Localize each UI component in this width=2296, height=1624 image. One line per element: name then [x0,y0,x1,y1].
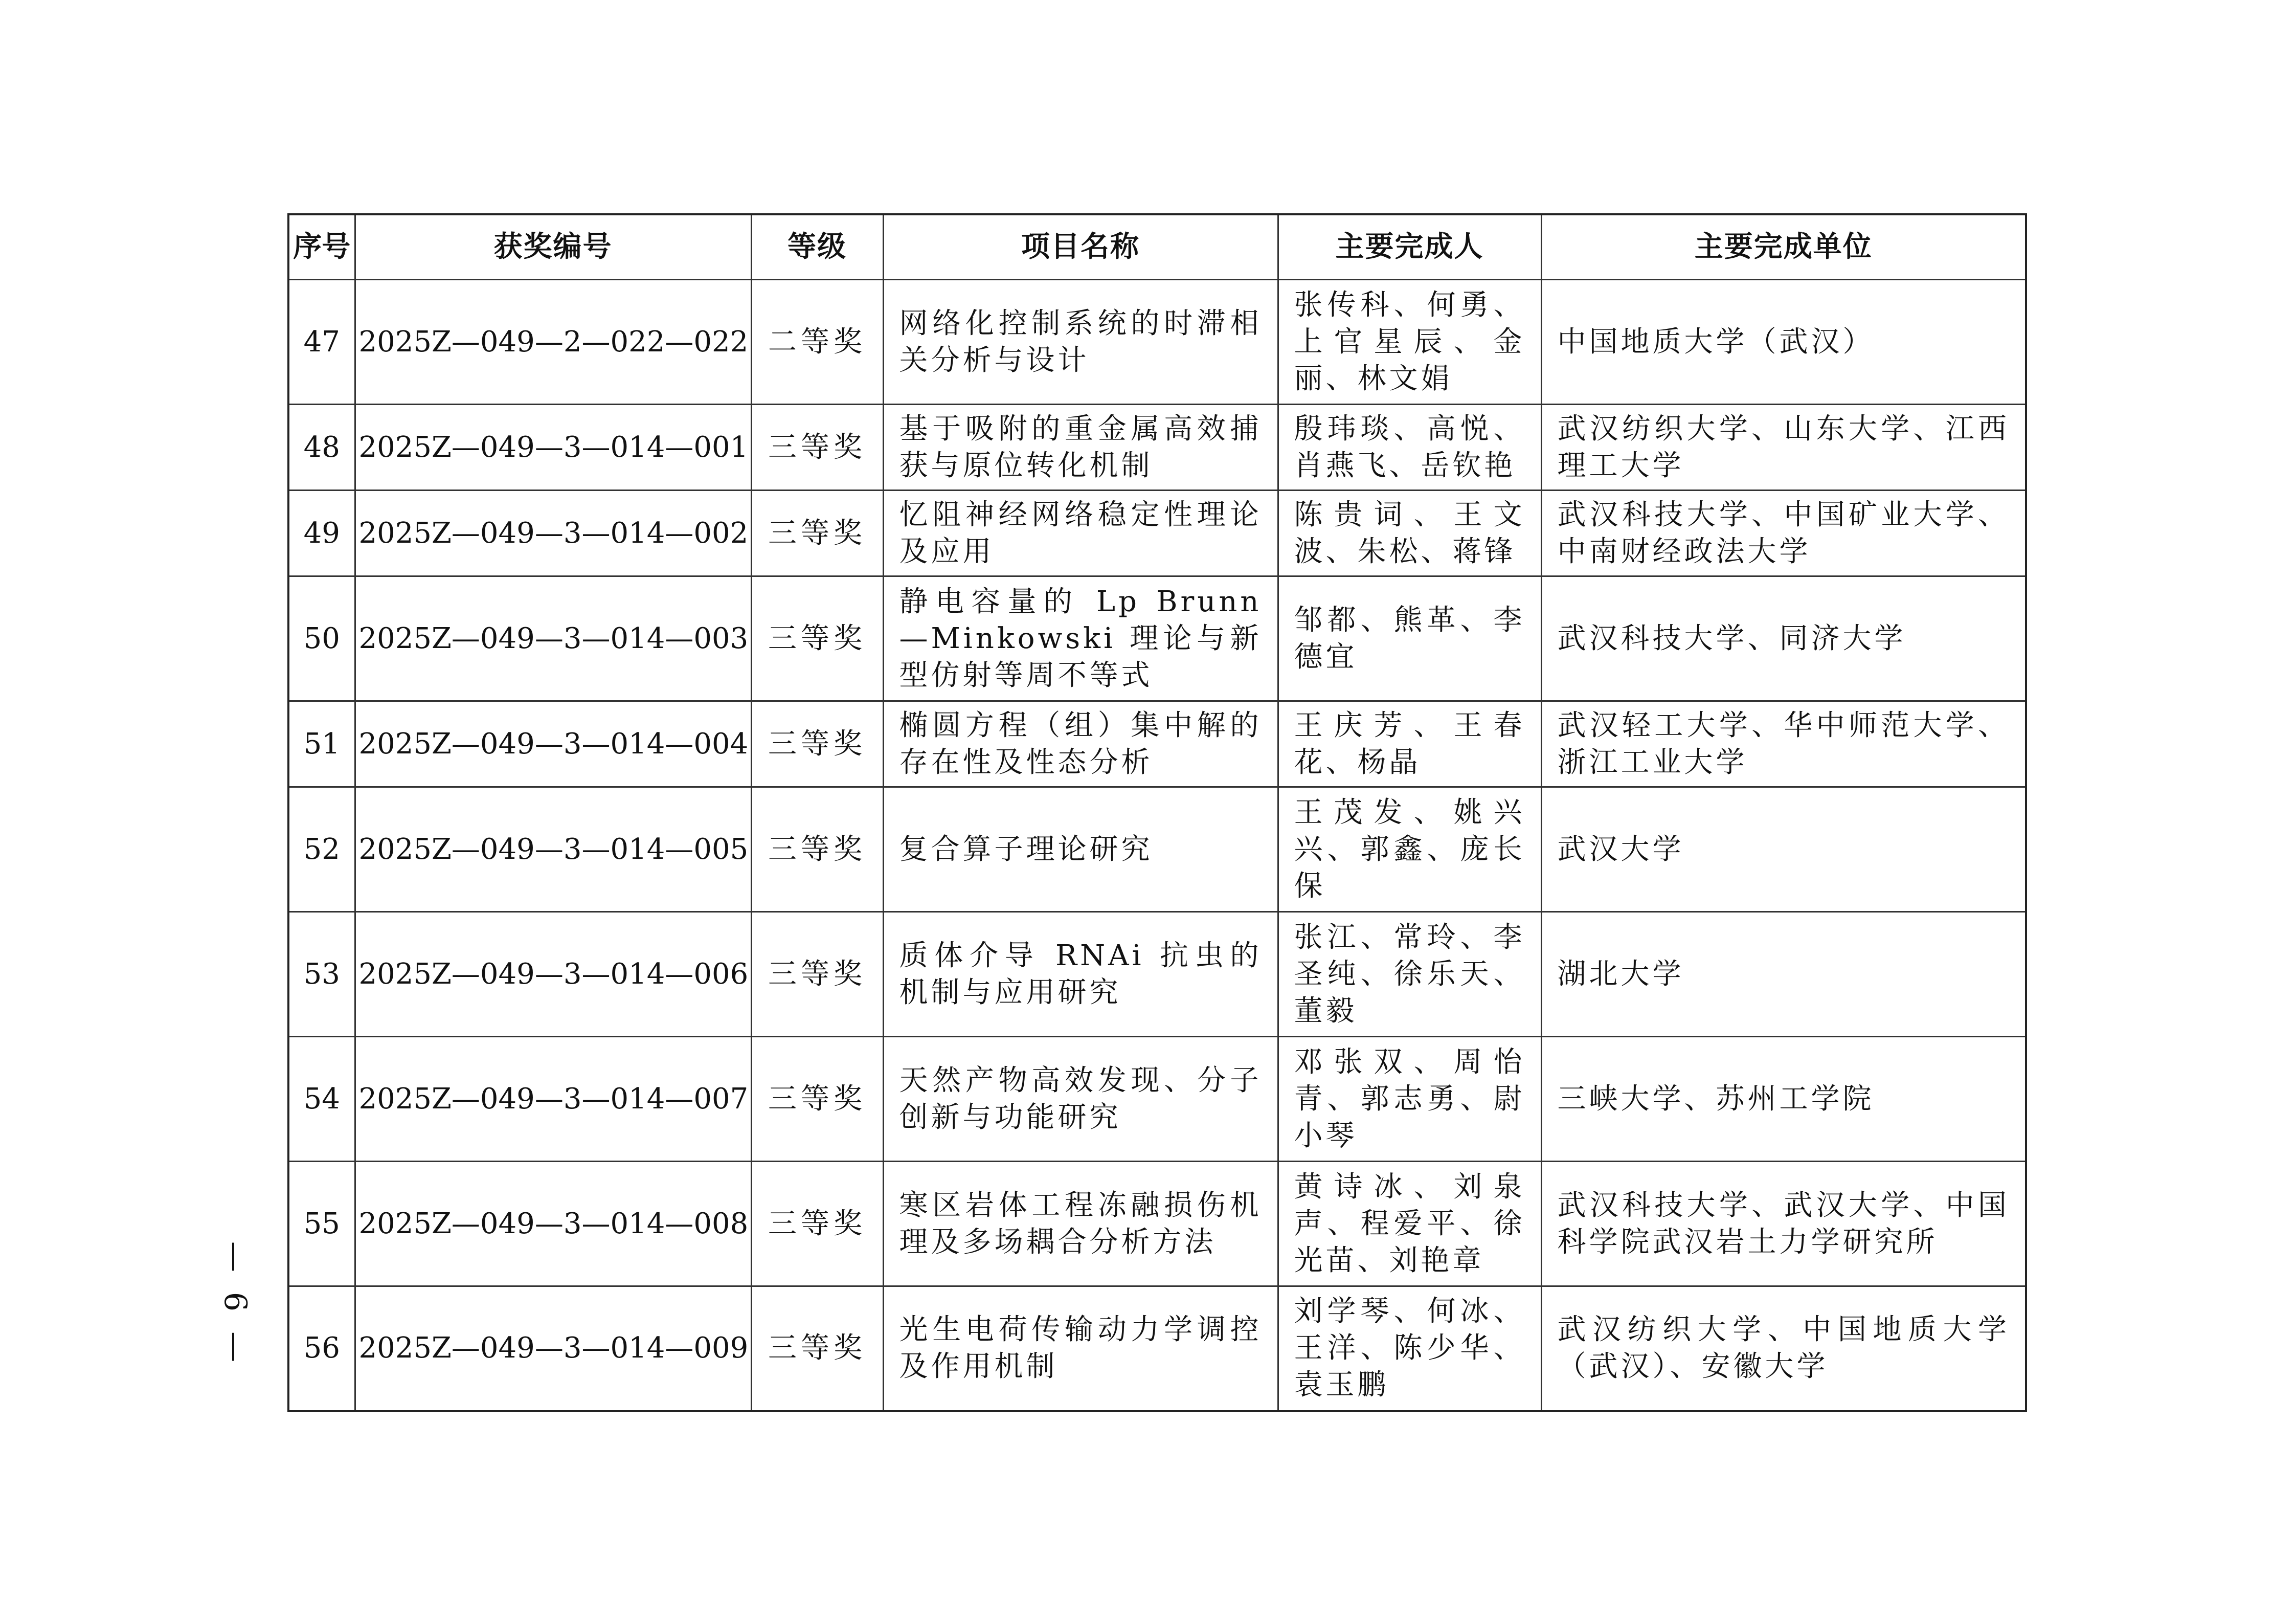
cell-level: 三等奖 [751,1162,883,1286]
cell-people: 张江、常玲、李圣纯、徐乐天、董毅 [1278,912,1541,1037]
cell-project: 静电容量的 Lp Brunn—Minkowski 理论与新型仿射等周不等式 [883,576,1278,701]
header-seq: 序号 [288,214,355,280]
page-number-text: — 6 — [217,1241,254,1368]
cell-project: 基于吸附的重金属高效捕获与原位转化机制 [883,405,1278,491]
cell-people: 陈贵词、王文波、朱松、蒋锋 [1278,491,1541,576]
cell-seq: 49 [288,491,355,576]
table-row [288,1162,2026,1286]
cell-level: 二等奖 [751,280,883,405]
cell-people: 张传科、何勇、上官星辰、金丽、林文娟 [1278,280,1541,405]
cell-code: 2025Z—049—3—014—004 [355,701,751,787]
cell-code: 2025Z—049—3—014—005 [355,787,751,912]
cell-unit: 武汉科技大学、同济大学 [1541,576,2026,701]
cell-people: 王茂发、姚兴兴、郭鑫、庞长保 [1278,787,1541,912]
cell-people: 王庆芳、王春花、杨晶 [1278,701,1541,787]
cell-project: 复合算子理论研究 [883,787,1278,912]
cell-unit: 中国地质大学（武汉） [1541,280,2026,405]
cell-seq: 52 [288,787,355,912]
table-row [288,1037,2026,1162]
table-row [288,1286,2026,1411]
cell-code: 2025Z—049—3—014—007 [355,1037,751,1162]
table-header [288,214,2026,280]
cell-code: 2025Z—049—3—014—003 [355,576,751,701]
cell-seq: 55 [288,1162,355,1286]
cell-seq: 54 [288,1037,355,1162]
cell-level: 三等奖 [751,1037,883,1162]
cell-unit: 湖北大学 [1541,912,2026,1037]
cell-level: 三等奖 [751,701,883,787]
cell-seq: 51 [288,701,355,787]
cell-code: 2025Z—049—3—014—001 [355,405,751,491]
header-project: 项目名称 [883,214,1278,280]
cell-people: 殷玮琰、高悦、肖燕飞、岳钦艳 [1278,405,1541,491]
cell-level: 三等奖 [751,787,883,912]
table-body [288,280,2026,1411]
cell-project: 光生电荷传输动力学调控及作用机制 [883,1286,1278,1411]
cell-project: 天然产物高效发现、分子创新与功能研究 [883,1037,1278,1162]
cell-seq: 56 [288,1286,355,1411]
cell-unit: 武汉科技大学、中国矿业大学、中南财经政法大学 [1541,491,2026,576]
cell-unit: 武汉轻工大学、华中师范大学、浙江工业大学 [1541,701,2026,787]
cell-unit: 武汉科技大学、武汉大学、中国科学院武汉岩土力学研究所 [1541,1162,2026,1286]
cell-unit: 武汉大学 [1541,787,2026,912]
cell-level: 三等奖 [751,576,883,701]
cell-code: 2025Z—049—2—022—022 [355,280,751,405]
table-row [288,280,2026,405]
header-code: 获奖编号 [355,214,751,280]
cell-seq: 53 [288,912,355,1037]
cell-project: 网络化控制系统的时滞相关分析与设计 [883,280,1278,405]
cell-unit: 武汉纺织大学、中国地质大学（武汉）、安徽大学 [1541,1286,2026,1411]
cell-project: 忆阻神经网络稳定性理论及应用 [883,491,1278,576]
cell-unit: 三峡大学、苏州工学院 [1541,1037,2026,1162]
cell-project: 椭圆方程（组）集中解的存在性及性态分析 [883,701,1278,787]
cell-people: 黄诗冰、刘泉声、程爱平、徐光苗、刘艳章 [1278,1162,1541,1286]
cell-seq: 47 [288,280,355,405]
cell-people: 邹都、熊革、李德宜 [1278,576,1541,701]
cell-code: 2025Z—049—3—014—009 [355,1286,751,1411]
cell-level: 三等奖 [751,1286,883,1411]
cell-seq: 48 [288,405,355,491]
cell-code: 2025Z—049—3—014—008 [355,1162,751,1286]
cell-unit: 武汉纺织大学、山东大学、江西理工大学 [1541,405,2026,491]
table-row [288,787,2026,912]
cell-people: 刘学琴、何冰、王洋、陈少华、袁玉鹏 [1278,1286,1541,1411]
header-row [288,214,2026,280]
header-unit: 主要完成单位 [1541,214,2026,280]
cell-code: 2025Z—049—3—014—002 [355,491,751,576]
cell-level: 三等奖 [751,405,883,491]
table-row [288,576,2026,701]
award-table [287,213,2027,1412]
cell-seq: 50 [288,576,355,701]
page-number [215,1222,256,1386]
table-row [288,912,2026,1037]
cell-people: 邓张双、周怡青、郭志勇、尉小琴 [1278,1037,1541,1162]
cell-project: 寒区岩体工程冻融损伤机理及多场耦合分析方法 [883,1162,1278,1286]
header-people: 主要完成人 [1278,214,1541,280]
table-row [288,491,2026,576]
header-level: 等级 [751,214,883,280]
table-row [288,405,2026,491]
cell-project: 质体介导 RNAi 抗虫的机制与应用研究 [883,912,1278,1037]
cell-code: 2025Z—049—3—014—006 [355,912,751,1037]
cell-level: 三等奖 [751,491,883,576]
table-row [288,701,2026,787]
cell-level: 三等奖 [751,912,883,1037]
